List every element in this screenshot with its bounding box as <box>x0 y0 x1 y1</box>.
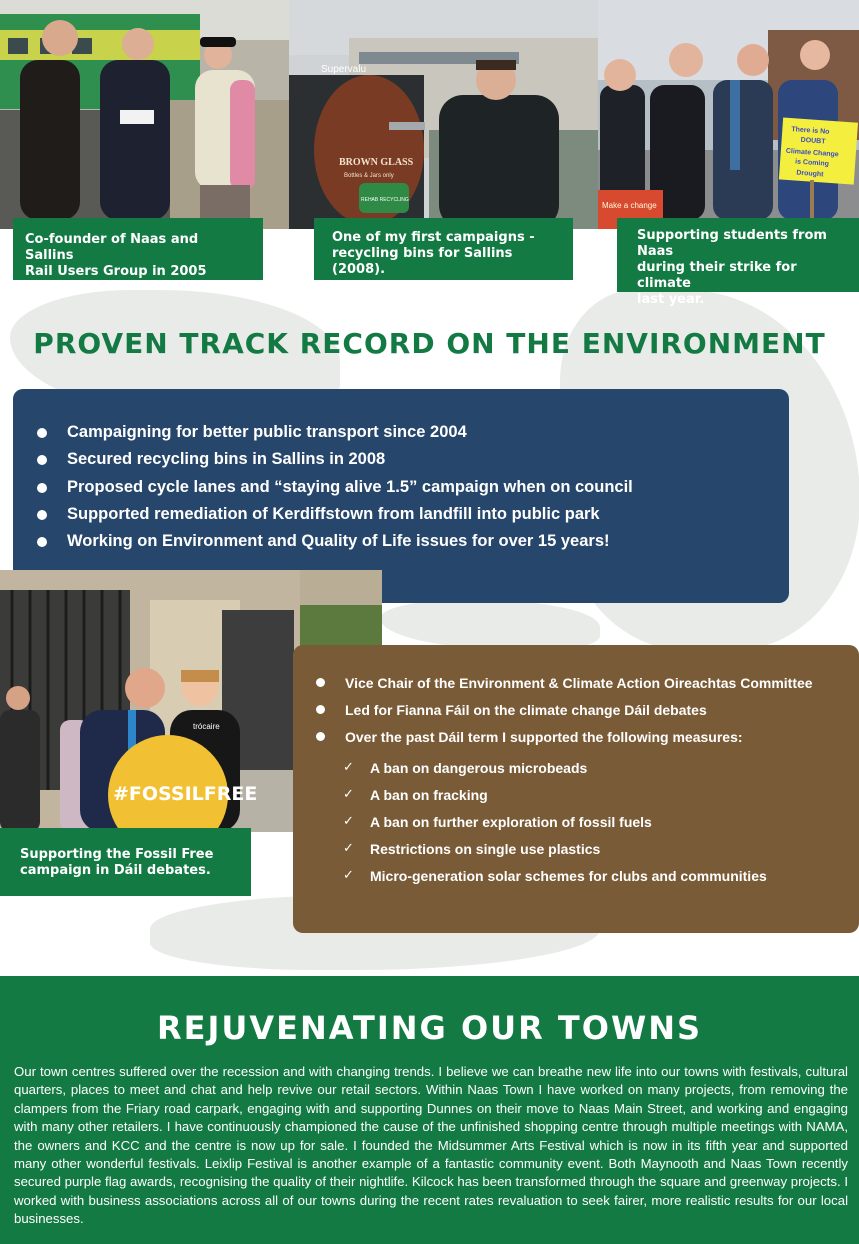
track-record-item: Supported remediation of Kerdiffstown from landfill into public park <box>37 501 765 528</box>
caption-climate-strike <box>617 218 859 307</box>
caption-rail-users <box>13 218 263 280</box>
placard-line-4: is Coming <box>794 158 830 168</box>
measure-item <box>315 758 843 785</box>
caption-recycling-line-1: One of my first campaigns - <box>332 230 535 245</box>
fossilfree-badge-text: #FOSSILFREE <box>113 783 258 805</box>
track-record-item: Campaigning for better public transport since 2004 <box>37 419 765 446</box>
towns-heading: REJUVENATING OUR TOWNS <box>156 1009 703 1047</box>
caption-rail-users-line-2: Rail Users Group in 2005 <box>25 264 207 279</box>
committee-list <box>315 673 843 758</box>
track-record-list <box>37 419 765 555</box>
measure-text: A ban on fracking <box>370 787 488 803</box>
track-record-item: Proposed cycle lanes and “staying alive 1.5” campaign when on council <box>37 474 765 501</box>
towns-body-text: Our town centres suffered over the recession and with changing trends. I believe we can breathe new life into our towns with festivals, cultural quarters, places to meet and chat and help revive our retail sectors. Within Naas Town I have worked on many projects, from removing the clampers from the Friary road carpark, engaging with and supporting Dunnes on their move to Naas Main Street, and working and engaging with many other retailers. I have continuously championed the cause of the unfinished shopping centre through multiple meetings with NAMA, the owners and KCC and the centre is now up for sale. I founded the Midsummer Arts Festival which is now in its fifth year and supported many other wonderful festivals. Leixlip Festival is another example of a fantastic community event. Both Maynooth and Naas Town recently secured purple flag awards, recognising the quality of their nightlife. Kilcock has been transformed through the square and greenway projects. I worked with business associations across all of our towns during the recent rates revaluation to seek fairer, more realistic results for our local businesses. <box>14 1064 848 1227</box>
checkmark-icon: ✓ <box>343 760 354 775</box>
committee-panel <box>293 645 859 933</box>
caption-fossil-free-line-2: campaign in Dáil debates. <box>20 863 211 878</box>
bin-logo-text: REHAB RECYCLING <box>361 197 409 203</box>
bin-label-text: BROWN GLASS <box>339 157 414 168</box>
measure-item <box>315 812 843 839</box>
measure-text: A ban on dangerous microbeads <box>370 760 588 776</box>
placard-line-3: Climate Change <box>785 147 839 159</box>
committee-item: Led for Fianna Fáil on the climate change Dáil debates <box>315 700 843 727</box>
checkmark-icon: ✓ <box>343 787 354 802</box>
checkmark-icon: ✓ <box>343 814 354 829</box>
store-sign-text: Supervalu <box>321 64 367 75</box>
caption-recycling-line-2: recycling bins for Sallins (2008). <box>332 246 513 277</box>
caption-climate-strike-line-1: Supporting students from Naas <box>637 228 827 259</box>
background-shape-center <box>380 600 600 650</box>
committee-item: Over the past Dáil term I supported the following measures: <box>315 727 843 758</box>
measure-text: A ban on further exploration of fossil fuels <box>370 814 652 830</box>
placard-line-2: DOUBT <box>800 136 826 146</box>
environment-heading: PROVEN TRACK RECORD ON THE ENVIRONMENT <box>33 327 826 360</box>
shirt-text: trócaire <box>193 722 220 731</box>
bin-sub-text: Bottles & Jars only <box>344 173 394 179</box>
caption-fossil-free-line-1: Supporting the Fossil Free <box>20 847 214 862</box>
placard-line-5: Drought <box>796 169 824 179</box>
measures-list <box>315 758 843 893</box>
caption-rail-users-line-1: Co-founder of Naas and Sallins <box>25 232 199 263</box>
measure-item <box>315 785 843 812</box>
caption-climate-strike-line-3: last year. <box>637 292 705 307</box>
measure-text: Restrictions on single use plastics <box>370 841 601 857</box>
measure-item <box>315 866 843 893</box>
towns-section <box>0 976 859 1244</box>
committee-item: Vice Chair of the Environment & Climate Action Oireachtas Committee <box>315 673 843 700</box>
track-record-item: Secured recycling bins in Sallins in 2008 <box>37 446 765 473</box>
placard-left-text: Make a change <box>602 201 657 210</box>
caption-fossil-free <box>0 828 251 896</box>
checkmark-icon: ✓ <box>343 841 354 856</box>
photo-climate-strike <box>598 0 859 229</box>
caption-recycling <box>314 218 573 280</box>
track-record-item: Working on Environment and Quality of Life issues for over 15 years! <box>37 528 765 555</box>
placard-line-1: There is No <box>791 126 830 136</box>
measure-text: Micro-generation solar schemes for clubs and communities <box>370 868 767 884</box>
measure-item <box>315 839 843 866</box>
caption-climate-strike-line-2: during their strike for climate <box>637 260 797 291</box>
checkmark-icon: ✓ <box>343 868 354 883</box>
photo-rail-users <box>0 0 289 229</box>
photo-recycling-bins <box>289 0 598 229</box>
